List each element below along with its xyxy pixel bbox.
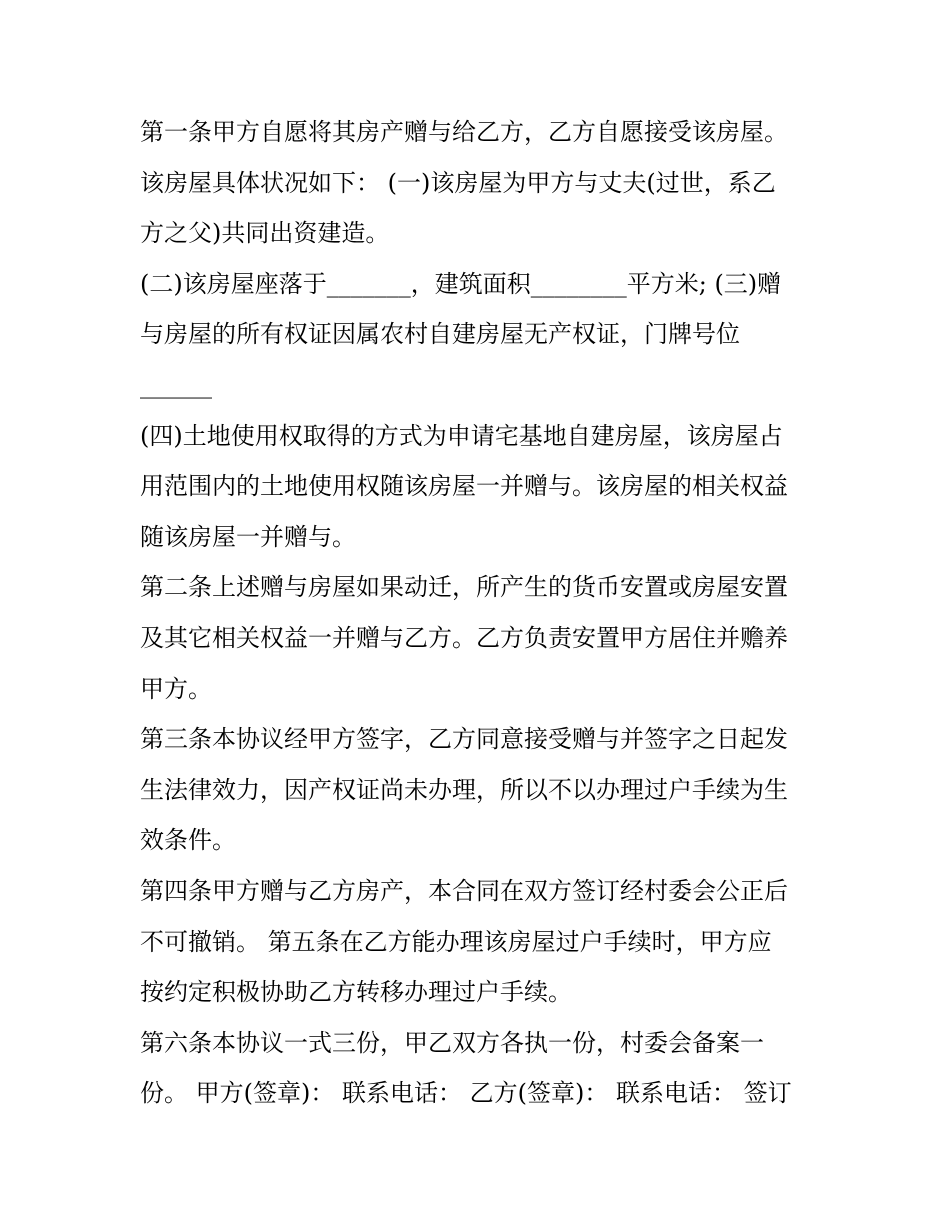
text-line-9: 随该房屋一并赠与。 <box>140 522 356 551</box>
text-line-10: 第二条上述赠与房屋如果动迁，所产生的货币安置或房屋安置 <box>140 573 788 602</box>
text-line-15: 效条件。 <box>140 826 236 855</box>
text-line-7: (四)土地使用权取得的方式为申请宅基地自建房屋，该房屋占 <box>140 421 783 450</box>
contract-text <box>140 107 815 1119</box>
text-line-17: 不可撤销。 第五条在乙方能办理该房屋过户手续时，甲方应 <box>140 927 772 956</box>
text-line-18: 按约定积极协助乙方转移办理过户手续。 <box>140 978 572 1007</box>
text-line-6: ______ <box>140 370 212 399</box>
text-line-16: 第四条甲方赠与乙方房产，本合同在双方签订经村委会公正后 <box>140 876 788 905</box>
text-line-13: 第三条本协议经甲方签字，乙方同意接受赠与并签字之日起发 <box>140 725 788 754</box>
text-line-1: 第一条甲方自愿将其房产赠与给乙方，乙方自愿接受该房屋。 <box>140 118 788 146</box>
text-line-11: 及其它相关权益一并赠与乙方。乙方负责安置甲方居住并赡养 <box>140 623 788 652</box>
text-line-3: 方之父)共同出资建造。 <box>140 219 390 248</box>
text-line-4: (二)该房屋座落于_______，建筑面积________平方米; (三)赠 <box>140 269 782 298</box>
text-line-19: 第六条本协议一式三份，甲乙双方各执一份，村委会备案一 <box>140 1028 764 1057</box>
text-line-8: 用范围内的土地使用权随该房屋一并赠与。该房屋的相关权益 <box>140 472 788 501</box>
text-line-2: 该房屋具体状况如下： (一)该房屋为甲方与丈夫(过世，系乙 <box>140 168 776 197</box>
text-line-20: 份。 甲方(签章)： 联系电话： 乙方(签章)： 联系电话： 签订 <box>140 1079 792 1108</box>
text-line-14: 生法律效力，因产权证尚未办理，所以不以办理过户手续为生 <box>140 775 788 804</box>
text-line-5: 与房屋的所有权证因属农村自建房屋无产权证，门牌号位 <box>140 320 740 349</box>
text-line-12: 甲方。 <box>140 674 212 703</box>
